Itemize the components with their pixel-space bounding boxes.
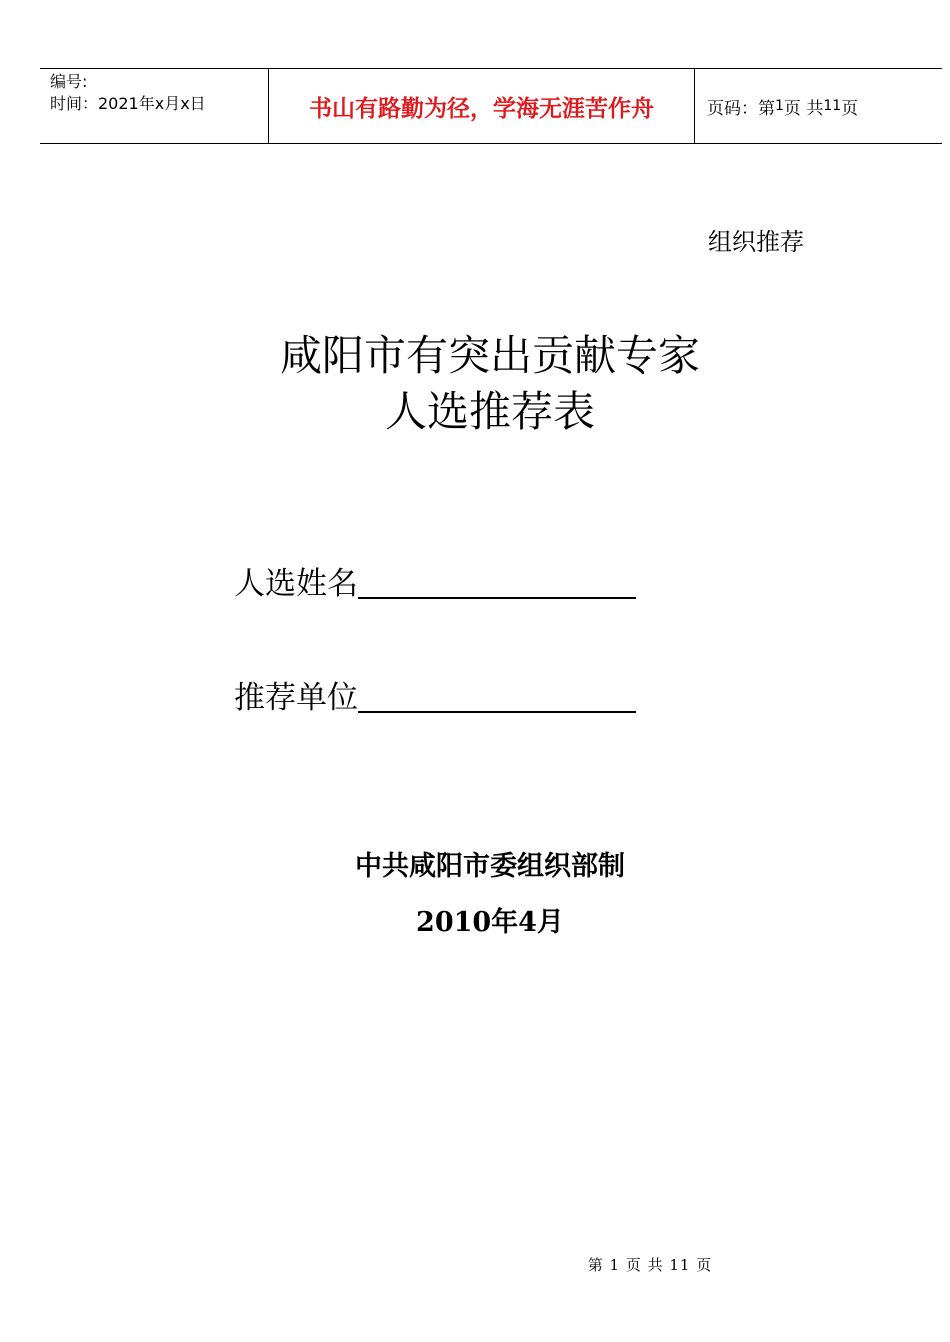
document-time: 时间：2021年x月x日 [50,94,206,113]
recommending-unit-label: 推荐单位 [234,680,358,716]
document-number-label: 编号: [50,72,88,91]
candidate-name-label: 人选姓名 [234,566,358,602]
header-motto-cell [269,69,695,143]
page-total: 11 [823,98,842,114]
recommending-unit-field [234,672,636,717]
issuer-line: 中共咸阳市委组织部制 [355,851,625,882]
header-page-cell [695,69,942,143]
page-mid: 页 共 [783,98,824,119]
document-title-line1: 咸阳市有突出贡献专家 [279,331,700,380]
header-meta-cell [40,69,269,143]
issue-date: 2010年4月 [416,907,564,938]
org-recommend-label: 组织推荐 [708,228,804,256]
page-current: 1 [775,98,784,114]
header-motto: 书山有路勤为径，学海无涯苦作舟 [309,94,654,122]
candidate-name-blank[interactable] [358,567,636,599]
page-footer: 第 1 页 共 11 页 [587,1256,713,1274]
page-header [40,68,942,144]
candidate-name-field [234,558,636,603]
page-suffix: 页 [841,98,859,119]
recommending-unit-blank[interactable] [358,681,636,713]
page-prefix: 页码：第 [707,98,775,119]
document-title-line2: 人选推荐表 [384,387,595,436]
